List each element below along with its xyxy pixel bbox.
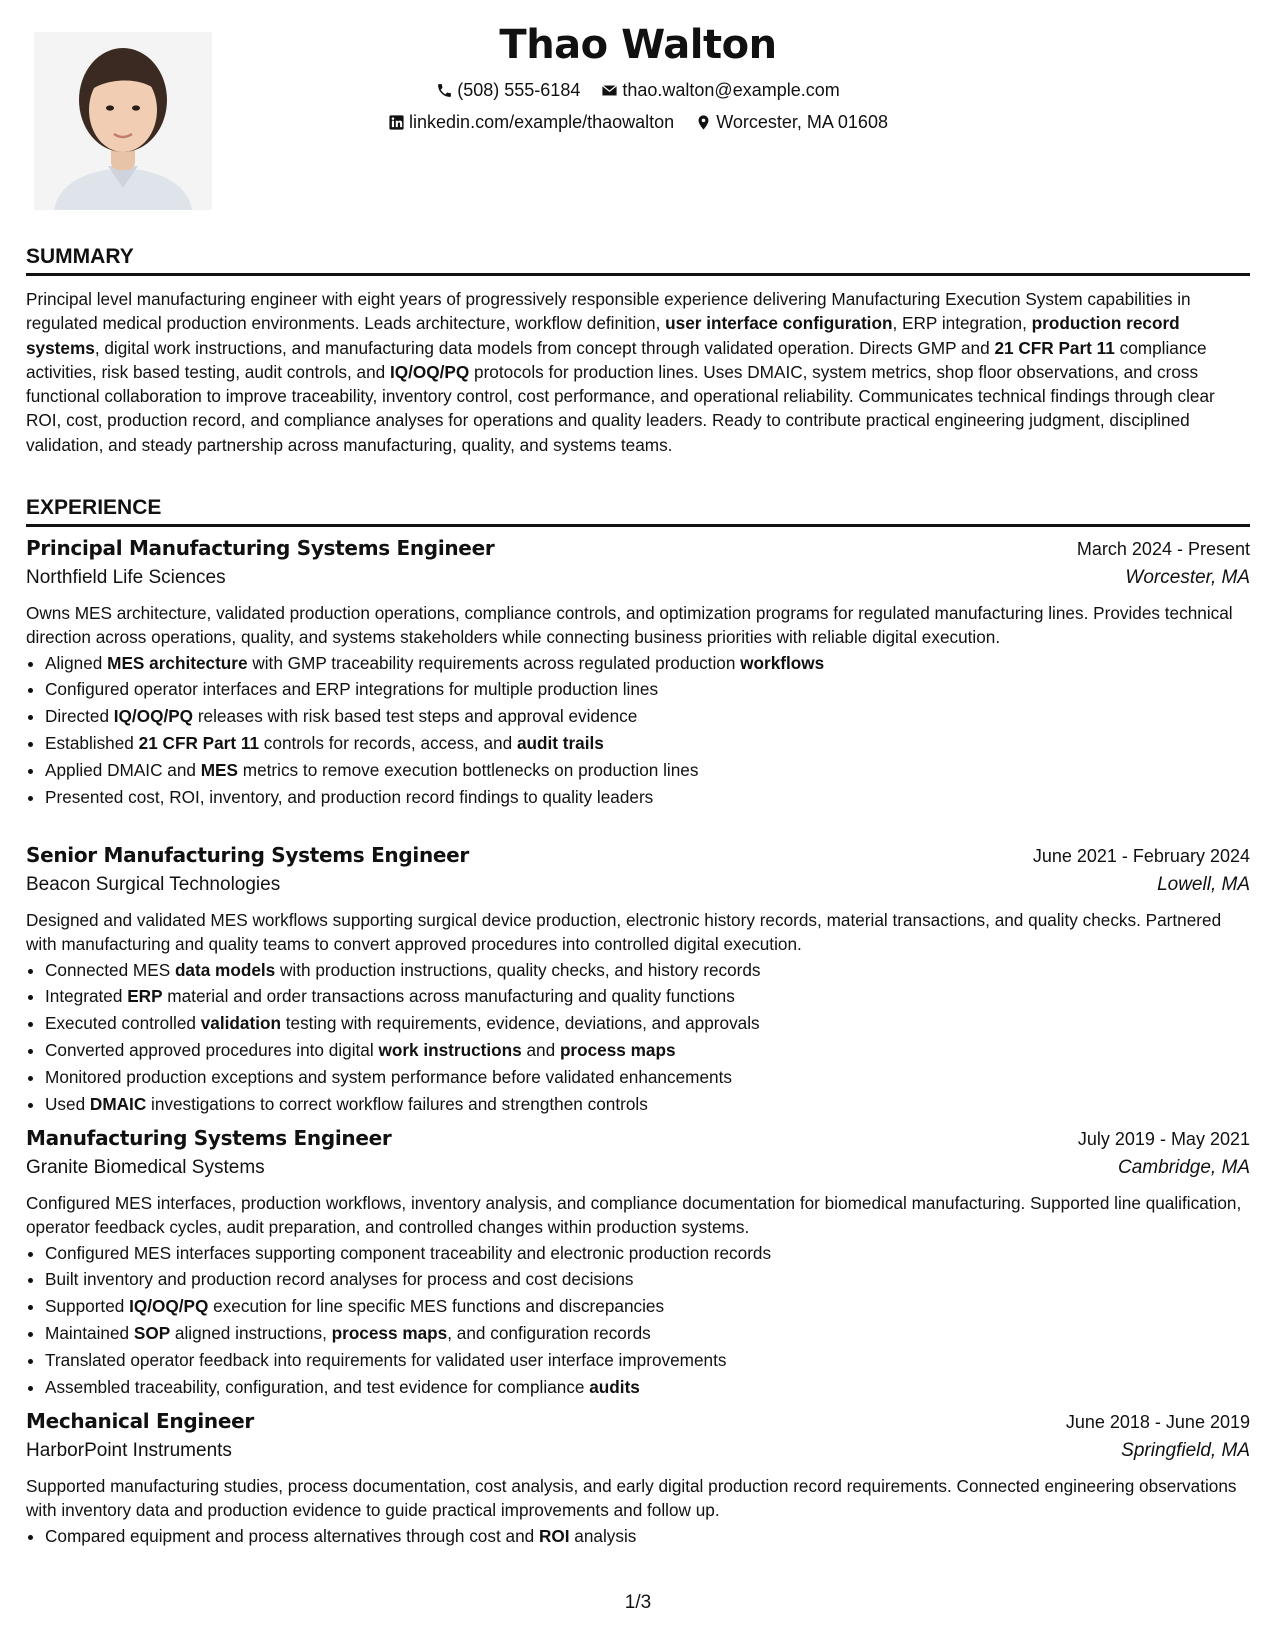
text-run: Presented cost, ROI, inventory, and production record findings to quality leaders — [45, 786, 654, 807]
bold-text: MES architecture — [107, 652, 248, 673]
text-run: Configured MES interfaces supporting component traceability and electronic production records — [45, 1242, 772, 1263]
job-bullet-list — [26, 1523, 1250, 1550]
text-run: Assembled traceability, configuration, and test evidence for compliance — [45, 1376, 590, 1397]
contact-row-secondary — [26, 112, 1250, 136]
job-bullet — [45, 1064, 1250, 1091]
bold-text: IQ/OQ/PQ — [113, 706, 194, 727]
job-header — [26, 536, 1250, 567]
linkedin-text: linkedin.com/example/thaowalton — [409, 112, 675, 132]
job-location: Lowell, MA — [1157, 874, 1250, 895]
bold-text: data models — [174, 959, 276, 980]
text-run: Connected MES — [45, 959, 175, 980]
job-location: Springfield, MA — [1121, 1440, 1250, 1461]
job-location: Worcester, MA — [1125, 567, 1250, 588]
text-run: Established — [45, 732, 139, 753]
text-run: Applied DMAIC and — [45, 759, 201, 780]
bold-text: ROI — [538, 1525, 570, 1546]
bold-text: work instructions — [378, 1039, 522, 1060]
job-bullet — [45, 1374, 1250, 1401]
linkedin-contact[interactable] — [388, 112, 674, 133]
job-entry — [26, 1126, 1250, 1400]
job-bullet — [45, 1037, 1250, 1064]
location-text: Worcester, MA 01608 — [716, 112, 888, 132]
text-run: , and configuration records — [447, 1322, 651, 1343]
bold-text: 21 CFR Part 11 — [138, 732, 260, 753]
text-run: metrics to remove execution bottlenecks on production lines — [237, 759, 699, 780]
bold-text: workflows — [740, 652, 825, 673]
job-dates: March 2024 - Present — [1076, 539, 1250, 559]
job-description: Configured MES interfaces, production workflows, inventory analysis, and compliance documentation for biomedical manufacturing. Supported line qualification, operator feedback cycles, audit preparation, and controlled changes within production systems. — [26, 1193, 1242, 1238]
text-run: and — [521, 1039, 560, 1060]
contact-row-primary — [26, 80, 1250, 104]
job-dates: June 2021 - February 2024 — [1032, 846, 1250, 866]
text-run: aligned instructions, — [170, 1322, 332, 1343]
job-title: Manufacturing Systems Engineer — [26, 1126, 392, 1150]
text-run: Principal level manufacturing engineer with eight years of progressively responsible experience delivering Manufacturing Execution System capabilities in regulated medical production environments. Leads architecture, workflow definition, — [26, 289, 1191, 334]
text-run: material and order transactions across manufacturing and quality functions — [162, 986, 735, 1007]
bold-text: IQ/OQ/PQ — [389, 361, 470, 382]
job-bullet — [45, 1523, 1250, 1550]
job-dates: June 2018 - June 2019 — [1065, 1412, 1250, 1432]
job-bullet — [45, 1347, 1250, 1374]
phone-text: (508) 555-6184 — [457, 80, 581, 100]
job-bullet — [45, 983, 1250, 1010]
job-bullet — [45, 730, 1250, 757]
bold-text: process maps — [559, 1039, 676, 1060]
job-subheader — [26, 1440, 1250, 1472]
job-location: Cambridge, MA — [1118, 1157, 1250, 1178]
text-run: Compared equipment and process alternatives through cost and — [45, 1525, 539, 1546]
text-run: Executed controlled — [45, 1013, 201, 1034]
text-run: analysis — [569, 1525, 637, 1546]
phone-icon — [436, 82, 453, 99]
job-bullet — [45, 703, 1250, 730]
job-subheader — [26, 1157, 1250, 1189]
job-bullet — [45, 757, 1250, 784]
job-title: Senior Manufacturing Systems Engineer — [26, 843, 469, 867]
text-run: execution for line specific MES functions and discrepancies — [208, 1296, 665, 1317]
text-run: Built inventory and production record analyses for process and cost decisions — [45, 1269, 634, 1290]
text-run: Translated operator feedback into requirements for validated user interface improvements — [45, 1349, 727, 1370]
experience-heading: EXPERIENCE — [26, 496, 1250, 527]
page-number: 1/3 — [624, 1592, 652, 1613]
summary-text — [26, 287, 1250, 457]
bold-text: ERP — [127, 986, 163, 1007]
job-description: Owns MES architecture, validated production operations, compliance controls, and optimization programs for regulated manufacturing lines. Provides technical direction across operations, quality, and systems stakeholders while connecting business priorities with reliable digital execution. — [26, 603, 1233, 648]
job-bullet — [45, 1293, 1250, 1320]
text-run: Supported — [45, 1296, 130, 1317]
job-bullet-list — [26, 957, 1250, 1118]
job-bullet — [45, 784, 1250, 811]
text-run: with production instructions, quality checks, and history records — [275, 959, 761, 980]
map-pin-icon — [695, 114, 712, 131]
bold-text: user interface configuration — [665, 313, 893, 334]
job-entry — [26, 536, 1250, 810]
bold-text: IQ/OQ/PQ — [129, 1296, 209, 1317]
job-title: Principal Manufacturing Systems Engineer — [26, 536, 495, 560]
text-run: Converted approved procedures into digital — [45, 1039, 379, 1060]
bold-text: process maps — [331, 1322, 448, 1343]
job-header — [26, 1409, 1250, 1440]
job-entry — [26, 843, 1250, 1117]
job-bullet — [45, 957, 1250, 984]
text-run: , ERP integration, — [892, 313, 1032, 334]
location-contact — [695, 112, 888, 133]
text-run: Monitored production exceptions and system performance before validated enhancements — [45, 1066, 732, 1087]
email-contact[interactable] — [601, 80, 839, 101]
bold-text: audit trails — [516, 732, 604, 753]
company-name: HarborPoint Instruments — [26, 1440, 232, 1461]
text-run: investigations to correct workflow failures and strengthen controls — [146, 1093, 648, 1114]
text-run: Maintained — [45, 1322, 134, 1343]
job-entry — [26, 1409, 1250, 1549]
job-description: Supported manufacturing studies, process documentation, cost analysis, and early digital production record requirements. Connected engineering observations with inventory data and production evidence to guide practical improvements and follow up. — [26, 1476, 1237, 1521]
bold-text: SOP — [133, 1322, 171, 1343]
text-run: testing with requirements, evidence, deviations, and approvals — [280, 1013, 760, 1034]
text-run: Configured operator interfaces and ERP integrations for multiple production lines — [45, 679, 659, 700]
job-bullet — [45, 1010, 1250, 1037]
job-subheader — [26, 874, 1250, 906]
job-bullet-list — [26, 650, 1250, 811]
linkedin-icon — [388, 114, 405, 131]
job-subheader — [26, 567, 1250, 599]
job-bullet — [45, 1091, 1250, 1118]
job-bullet — [45, 650, 1250, 677]
company-name: Granite Biomedical Systems — [26, 1157, 265, 1178]
envelope-icon — [601, 82, 618, 99]
job-bullet — [45, 676, 1250, 703]
job-header — [26, 843, 1250, 874]
phone-contact[interactable] — [436, 80, 580, 101]
text-run: controls for records, access, and — [259, 732, 517, 753]
text-run: releases with risk based test steps and approval evidence — [193, 706, 638, 727]
candidate-name: Thao Walton — [499, 22, 777, 68]
job-header — [26, 1126, 1250, 1157]
bold-text: validation — [200, 1013, 281, 1034]
summary-heading: SUMMARY — [26, 245, 1250, 276]
bold-text: 21 CFR Part 11 — [994, 337, 1115, 358]
job-bullet-list — [26, 1240, 1250, 1401]
text-run: protocols for production lines. Uses DMAIC, system metrics, shop floor observations, and cross functional collaboration to improve traceability, inventory control, cost performance, and operational reliability. Communicates technical findings through clear ROI, cost, production record, and compliance analyses for operations and quality leaders. Ready to contribute practical engineering judgment, disciplined validation, and steady partnership across manufacturing, quality, and systems teams. — [26, 361, 1215, 455]
text-run: , digital work instructions, and manufacturing data models from concept through validated operation. Directs GMP and — [94, 337, 995, 358]
company-name: Beacon Surgical Technologies — [26, 874, 281, 895]
text-run: Aligned — [45, 652, 108, 673]
bold-text: audits — [589, 1376, 640, 1397]
bold-text: MES — [200, 759, 238, 780]
job-bullet — [45, 1320, 1250, 1347]
bold-text: DMAIC — [89, 1093, 147, 1114]
job-bullet — [45, 1240, 1250, 1267]
resume-page — [26, 0, 1250, 1650]
company-name: Northfield Life Sciences — [26, 567, 226, 588]
job-dates: July 2019 - May 2021 — [1077, 1129, 1250, 1149]
job-description: Designed and validated MES workflows supporting surgical device production, electronic history records, material transactions, and quality checks. Partnered with manufacturing and quality teams to convert approved procedures into controlled digital execution. — [26, 910, 1222, 955]
job-title: Mechanical Engineer — [26, 1409, 254, 1433]
job-bullet — [45, 1266, 1250, 1293]
text-run: with GMP traceability requirements across regulated production — [247, 652, 741, 673]
email-text: thao.walton@example.com — [622, 80, 840, 100]
bold-text: production record systems — [26, 313, 1180, 358]
text-run: Directed — [45, 706, 114, 727]
text-run: compliance activities, risk based testing, audit controls, and — [26, 337, 1207, 382]
text-run: Integrated — [45, 986, 128, 1007]
text-run: Used — [45, 1093, 90, 1114]
